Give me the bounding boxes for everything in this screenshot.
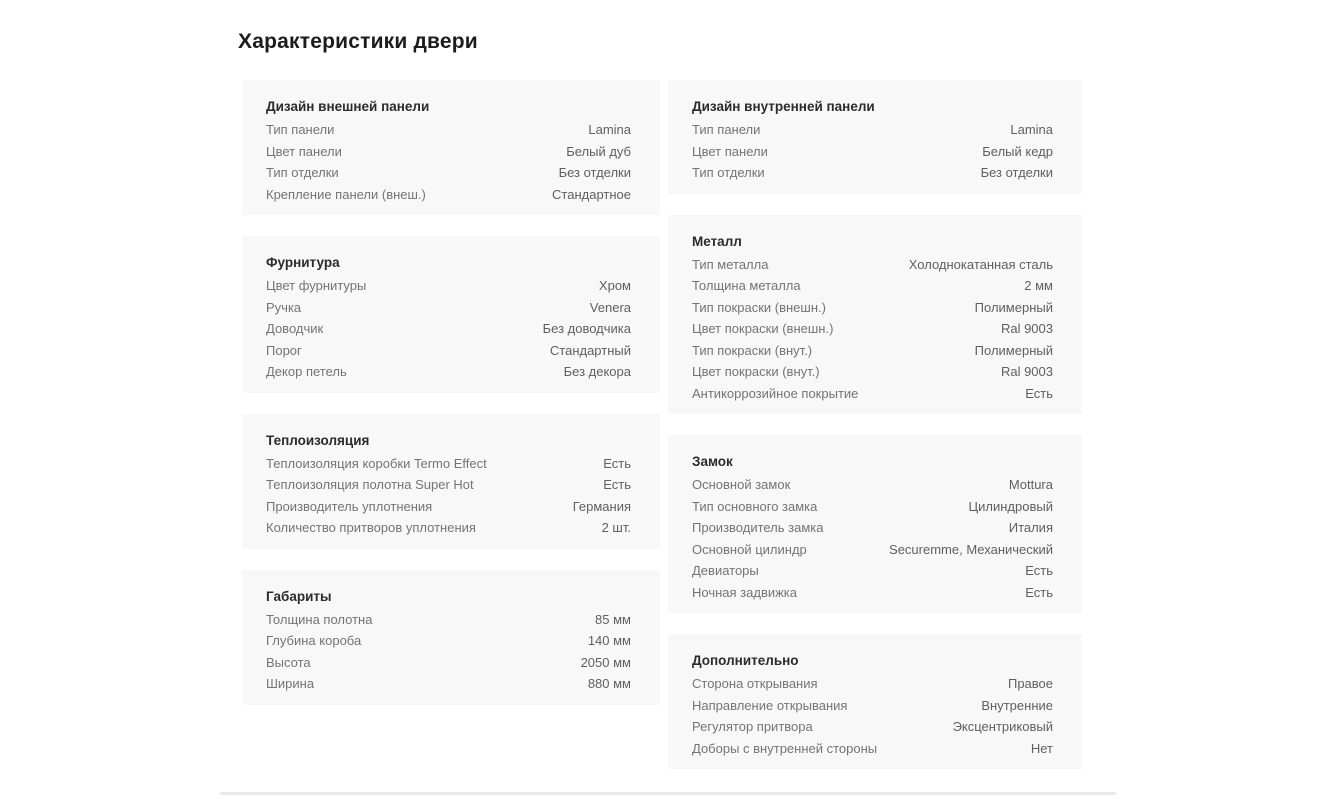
spec-row-label: Декор петель: [266, 364, 347, 379]
spec-row-label: Цвет покраски (внут.): [692, 364, 820, 379]
spec-row: [266, 141, 631, 163]
spec-row-value: Mottura: [1008, 477, 1053, 492]
spec-row-label: Тип основного замка: [692, 498, 818, 514]
spec-row: [692, 539, 1053, 561]
spec-row-label: Цвет фурнитуры: [266, 278, 367, 293]
spec-row: [692, 383, 1053, 405]
spec-card: [242, 570, 660, 705]
spec-row: [692, 673, 1053, 695]
specs-column-right: [668, 80, 1082, 769]
spec-row-label: Направление открывания: [692, 697, 848, 713]
spec-row: [266, 517, 631, 539]
spec-row-value: 85 мм: [595, 611, 631, 627]
spec-row-value: Полимерный: [974, 342, 1053, 358]
spec-card: [668, 215, 1082, 415]
spec-row: [692, 496, 1053, 518]
spec-card: [242, 236, 660, 393]
spec-row: [266, 496, 631, 518]
spec-row-label: Производитель замка: [692, 520, 824, 535]
spec-row-label: Тип отделки: [692, 165, 765, 180]
spec-row: [692, 141, 1053, 163]
spec-rows: [266, 119, 631, 205]
spec-row: [692, 162, 1053, 184]
spec-row-value: Без отделки: [558, 165, 631, 180]
spec-row: [692, 560, 1053, 582]
spec-row-value: Белый кедр: [982, 143, 1053, 159]
spec-row-value: Есть: [1025, 385, 1053, 401]
spec-card-title: Фурнитура: [266, 255, 340, 270]
spec-row-value: Внутренние: [981, 697, 1053, 713]
spec-row: [692, 716, 1053, 738]
spec-row: [266, 673, 631, 695]
spec-row: [692, 695, 1053, 717]
spec-row-label: Теплоизоляция полотна Super Hot: [266, 477, 474, 492]
spec-card-title: Габариты: [266, 588, 332, 604]
spec-card-title: Замок: [692, 454, 733, 469]
spec-row-label: Цвет покраски (внешн.): [692, 321, 834, 336]
spec-row-label: Высота: [266, 654, 311, 670]
specs-column-left: [242, 80, 660, 769]
spec-row-label: Тип покраски (внут.): [692, 342, 813, 358]
spec-card-title: Дизайн внешней панели: [266, 99, 430, 114]
spec-row-value: Белый дуб: [566, 143, 631, 159]
spec-row: [692, 361, 1053, 383]
spec-row-value: Без отделки: [980, 165, 1053, 180]
spec-rows: [266, 275, 631, 383]
spec-rows: [692, 474, 1053, 603]
spec-row-value: Ral 9003: [1000, 321, 1053, 336]
spec-row: [692, 517, 1053, 539]
spec-row-label: Основной цилиндр: [692, 541, 807, 557]
spec-row-value: 2 мм: [1024, 278, 1053, 293]
spec-card: [668, 80, 1082, 194]
spec-row-value: Securemme, Механический: [889, 541, 1053, 557]
spec-rows: [266, 609, 631, 695]
spec-row-value: Lamina: [1010, 122, 1053, 137]
spec-row-value: Без доводчика: [542, 321, 631, 336]
bottom-divider: [220, 792, 1116, 795]
spec-row: [266, 297, 631, 319]
spec-card: [668, 634, 1082, 769]
spec-row: [692, 738, 1053, 760]
specs-grid: [242, 80, 1098, 769]
spec-rows: [266, 453, 631, 539]
spec-row-label: Производитель уплотнения: [266, 498, 433, 514]
spec-row-label: Теплоизоляция коробки Termo Effect: [266, 455, 487, 471]
spec-rows: [692, 119, 1053, 184]
spec-row-label: Ширина: [266, 676, 315, 691]
spec-row-label: Ручка: [266, 299, 302, 315]
spec-row-label: Основной замок: [692, 477, 791, 492]
spec-row: [692, 254, 1053, 276]
spec-row-label: Доводчик: [266, 321, 324, 336]
spec-row: [266, 119, 631, 141]
spec-row-value: 2050 мм: [580, 654, 631, 670]
spec-row-label: Толщина полотна: [266, 611, 373, 627]
spec-row: [266, 275, 631, 297]
spec-row: [266, 340, 631, 362]
spec-row-label: Тип покраски (внешн.): [692, 299, 826, 315]
spec-row-label: Глубина короба: [266, 633, 362, 648]
spec-row-label: Сторона открывания: [692, 676, 818, 691]
spec-row-value: Хром: [598, 278, 631, 293]
spec-row-value: Германия: [572, 498, 631, 514]
spec-row-value: Эксцентриковый: [952, 719, 1053, 734]
spec-card: [242, 414, 660, 549]
spec-row-value: Есть: [603, 455, 631, 471]
spec-card: [668, 435, 1082, 613]
specs-section: [238, 30, 1098, 769]
spec-row-label: Регулятор притвора: [692, 719, 813, 734]
spec-row-label: Антикоррозийное покрытие: [692, 385, 859, 401]
spec-row-label: Цвет панели: [692, 143, 768, 159]
spec-rows: [692, 673, 1053, 759]
spec-card: [242, 80, 660, 215]
spec-row-value: Италия: [1008, 520, 1053, 535]
spec-row: [266, 162, 631, 184]
spec-row-label: Цвет панели: [266, 143, 342, 159]
spec-card-title: Теплоизоляция: [266, 432, 370, 448]
spec-row-value: Есть: [1025, 584, 1053, 600]
spec-row-value: 880 мм: [587, 676, 631, 691]
spec-row: [692, 297, 1053, 319]
spec-row-label: Порог: [266, 342, 302, 358]
spec-row-label: Количество притворов уплотнения: [266, 520, 476, 535]
spec-row: [692, 474, 1053, 496]
spec-row-value: Стандартное: [552, 186, 631, 202]
page-title: Характеристики двери: [238, 30, 478, 53]
spec-row-value: Есть: [603, 477, 631, 492]
spec-row: [266, 630, 631, 652]
spec-row-label: Девиаторы: [692, 563, 759, 578]
spec-row: [266, 474, 631, 496]
spec-rows: [692, 254, 1053, 405]
spec-row: [266, 609, 631, 631]
spec-row-value: 140 мм: [587, 633, 631, 648]
spec-row-label: Крепление панели (внеш.): [266, 186, 426, 202]
spec-row: [692, 318, 1053, 340]
spec-row-value: Без декора: [563, 364, 631, 379]
spec-row-value: Есть: [1025, 563, 1053, 578]
spec-row: [692, 340, 1053, 362]
spec-card-title: Металл: [692, 233, 742, 249]
spec-row: [266, 318, 631, 340]
spec-row-value: Ral 9003: [1000, 364, 1053, 379]
spec-row-value: Полимерный: [974, 299, 1053, 315]
spec-row: [692, 582, 1053, 604]
spec-row-label: Доборы с внутренней стороны: [692, 740, 878, 756]
spec-row-value: Нет: [1030, 740, 1053, 756]
spec-row-label: Ночная задвижка: [692, 584, 798, 600]
spec-row-label: Тип отделки: [266, 165, 339, 180]
spec-row: [266, 453, 631, 475]
spec-row: [266, 361, 631, 383]
spec-row: [266, 652, 631, 674]
spec-row-label: Толщина металла: [692, 278, 801, 293]
spec-row: [692, 275, 1053, 297]
spec-card-title: Дополнительно: [692, 653, 799, 668]
spec-row-value: 2 шт.: [601, 520, 631, 535]
spec-row-value: Цилиндровый: [968, 498, 1053, 514]
spec-row-value: Lamina: [588, 122, 631, 137]
spec-row: [266, 184, 631, 206]
spec-row-label: Тип панели: [266, 122, 335, 137]
spec-row: [692, 119, 1053, 141]
spec-row-label: Тип металла: [692, 256, 769, 272]
spec-card-title: Дизайн внутренней панели: [692, 99, 875, 114]
spec-row-value: Стандартный: [549, 342, 631, 358]
spec-row-value: Холоднокатанная сталь: [908, 256, 1053, 272]
spec-row-value: Правое: [1007, 676, 1053, 691]
spec-row-value: Venera: [589, 299, 631, 315]
spec-row-label: Тип панели: [692, 122, 761, 137]
